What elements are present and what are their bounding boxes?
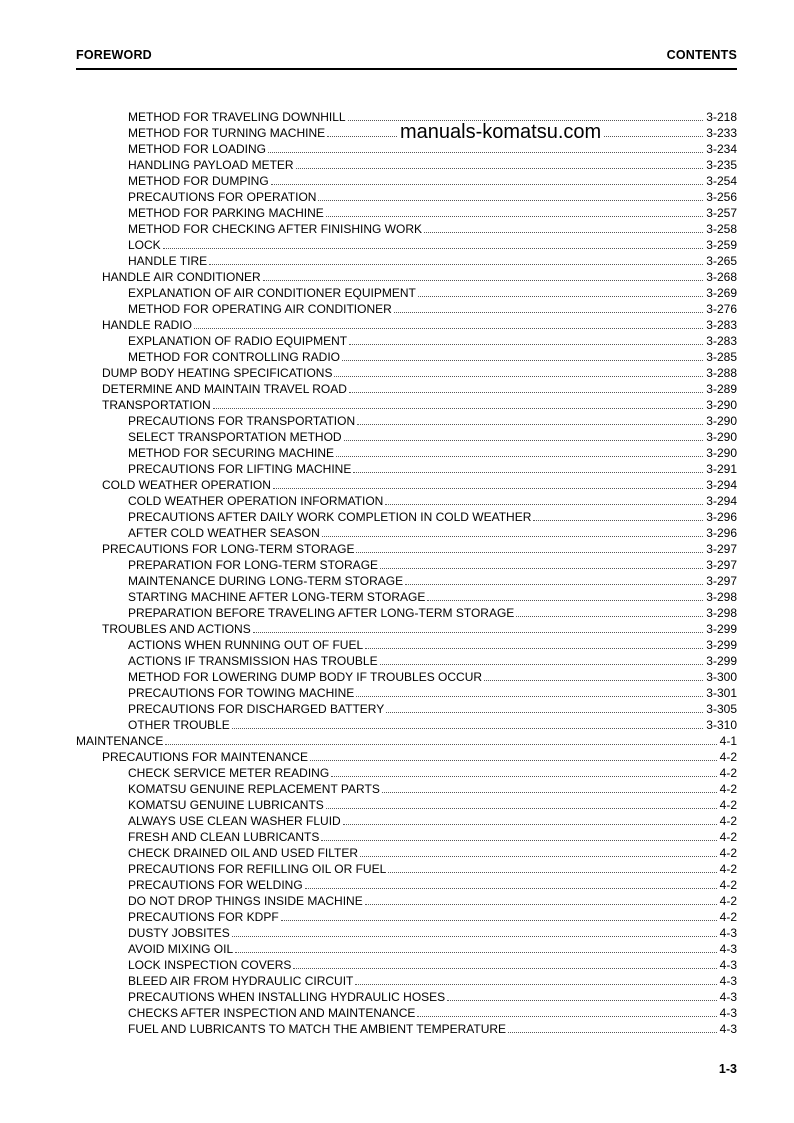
toc-entry-page: 3-299 xyxy=(706,654,737,668)
header-section-title: FOREWORD xyxy=(76,48,152,62)
toc-entry-page: 3-290 xyxy=(706,398,737,412)
dot-leader xyxy=(349,381,703,397)
toc-entry-page: 3-298 xyxy=(706,606,737,620)
page-number: 1-3 xyxy=(718,1062,737,1076)
toc-entry-title: PRECAUTIONS FOR REFILLING OIL OR FUEL xyxy=(128,862,387,876)
dot-leader xyxy=(447,989,716,1005)
toc-entry-page: 4-2 xyxy=(719,894,737,908)
toc-entry-title: PRECAUTIONS AFTER DAILY WORK COMPLETION IN COLD WEATHER xyxy=(128,510,532,524)
toc-entry-title: METHOD FOR OPERATING AIR CONDITIONER xyxy=(128,302,392,316)
toc-entry-page: 3-265 xyxy=(706,254,737,268)
toc-entry-page: 3-298 xyxy=(706,590,737,604)
dot-leader xyxy=(380,653,704,669)
toc-entry[interactable] xyxy=(76,861,737,877)
toc-entry[interactable] xyxy=(76,829,737,845)
toc-entry[interactable] xyxy=(76,413,737,429)
toc-entry-page: 4-3 xyxy=(719,990,737,1004)
toc-entry-title: CHECK SERVICE METER READING xyxy=(128,766,330,780)
toc-entry[interactable] xyxy=(76,877,737,893)
toc-entry-page: 3-299 xyxy=(706,638,737,652)
toc-entry-page: 3-291 xyxy=(706,462,737,476)
toc-entry[interactable] xyxy=(76,573,737,589)
toc-entry[interactable] xyxy=(76,893,737,909)
toc-entry-page: 3-259 xyxy=(706,238,737,252)
toc-entry-page: 3-285 xyxy=(706,350,737,364)
toc-entry-title: HANDLE TIRE xyxy=(128,254,208,268)
toc-entry-page: 4-3 xyxy=(719,1022,737,1036)
toc-entry-page: 3-258 xyxy=(706,222,737,236)
toc-entry[interactable] xyxy=(76,749,737,765)
dot-leader xyxy=(357,413,703,429)
toc-entry[interactable] xyxy=(76,285,737,301)
table-of-contents xyxy=(76,109,737,1037)
toc-entry-title: COLD WEATHER OPERATION INFORMATION xyxy=(128,494,384,508)
dot-leader xyxy=(194,317,703,333)
dot-leader xyxy=(355,973,716,989)
dot-leader xyxy=(293,957,716,973)
toc-entry-page: 3-257 xyxy=(706,206,737,220)
dot-leader xyxy=(326,205,704,221)
toc-entry-page: 3-297 xyxy=(706,558,737,572)
toc-entry-title: HANDLE AIR CONDITIONER xyxy=(102,270,261,284)
toc-entry-page: 3-289 xyxy=(706,382,737,396)
toc-entry-title: METHOD FOR CONTROLLING RADIO xyxy=(128,350,341,364)
toc-entry-title: TROUBLES AND ACTIONS xyxy=(102,622,251,636)
toc-entry[interactable] xyxy=(76,989,737,1005)
toc-entry-title: FRESH AND CLEAN LUBRICANTS xyxy=(128,830,320,844)
toc-entry[interactable] xyxy=(76,253,737,269)
toc-entry-page: 3-269 xyxy=(706,286,737,300)
toc-entry-title: ACTIONS WHEN RUNNING OUT OF FUEL xyxy=(128,638,364,652)
toc-entry-page: 4-2 xyxy=(719,878,737,892)
toc-entry-title: LOCK xyxy=(128,238,161,252)
toc-entry-title: COLD WEATHER OPERATION xyxy=(102,478,271,492)
dot-leader xyxy=(326,797,717,813)
toc-entry[interactable] xyxy=(76,845,737,861)
toc-entry[interactable] xyxy=(76,557,737,573)
toc-entry-title: KOMATSU GENUINE LUBRICANTS xyxy=(128,798,324,812)
dot-leader xyxy=(263,269,704,285)
toc-entry-title: OTHER TROUBLE xyxy=(128,718,230,732)
toc-entry-page: 3-297 xyxy=(706,574,737,588)
toc-entry[interactable] xyxy=(76,477,737,493)
toc-entry[interactable] xyxy=(76,957,737,973)
toc-entry[interactable] xyxy=(76,605,737,621)
toc-entry-page: 3-254 xyxy=(706,174,737,188)
toc-entry-page: 3-290 xyxy=(706,446,737,460)
header-contents-title: CONTENTS xyxy=(666,48,737,62)
toc-entry-title: CHECK DRAINED OIL AND USED FILTER xyxy=(128,846,359,860)
toc-entry-page: 4-2 xyxy=(719,862,737,876)
dot-leader xyxy=(336,445,703,461)
toc-entry[interactable] xyxy=(76,541,737,557)
toc-entry[interactable] xyxy=(76,941,737,957)
toc-entry-title: METHOD FOR CHECKING AFTER FINISHING WORK xyxy=(128,222,423,236)
toc-entry-title: METHOD FOR TURNING MACHINE xyxy=(128,126,326,140)
toc-entry-page: 4-2 xyxy=(719,782,737,796)
toc-entry-title: PRECAUTIONS FOR MAINTENANCE xyxy=(102,750,309,764)
dot-leader xyxy=(322,525,703,541)
toc-entry[interactable] xyxy=(76,221,737,237)
toc-entry[interactable] xyxy=(76,797,737,813)
toc-entry[interactable] xyxy=(76,813,737,829)
toc-entry-title: CHECKS AFTER INSPECTION AND MAINTENANCE xyxy=(128,1006,416,1020)
dot-leader xyxy=(334,365,703,381)
toc-entry[interactable] xyxy=(76,1021,737,1037)
toc-entry-title: PRECAUTIONS FOR LONG-TERM STORAGE xyxy=(102,542,355,556)
toc-entry-page: 3-310 xyxy=(706,718,737,732)
toc-entry-page: 3-256 xyxy=(706,190,737,204)
toc-entry[interactable] xyxy=(76,333,737,349)
dot-leader xyxy=(484,669,703,685)
toc-entry-title: EXPLANATION OF AIR CONDITIONER EQUIPMENT xyxy=(128,286,416,300)
toc-entry-page: 3-234 xyxy=(706,142,737,156)
toc-entry-title: METHOD FOR SECURING MACHINE xyxy=(128,446,335,460)
toc-entry-title: PRECAUTIONS FOR LIFTING MACHINE xyxy=(128,462,352,476)
toc-entry-title: MAINTENANCE xyxy=(76,734,164,748)
toc-entry-page: 3-299 xyxy=(706,622,737,636)
toc-entry-page: 3-283 xyxy=(706,334,737,348)
toc-entry-title: HANDLING PAYLOAD METER xyxy=(128,158,294,172)
toc-entry-title: METHOD FOR LOWERING DUMP BODY IF TROUBLES OCCUR xyxy=(128,670,483,684)
dot-leader xyxy=(342,349,703,365)
toc-entry-page: 4-1 xyxy=(719,734,737,748)
toc-entry[interactable] xyxy=(76,701,737,717)
toc-entry[interactable] xyxy=(76,349,737,365)
toc-entry-page: 3-218 xyxy=(706,110,737,124)
toc-entry[interactable] xyxy=(76,973,737,989)
dot-leader xyxy=(349,333,703,349)
toc-entry-title: EXPLANATION OF RADIO EQUIPMENT xyxy=(128,334,348,348)
toc-entry-page: 3-283 xyxy=(706,318,737,332)
dot-leader xyxy=(209,253,703,269)
dot-leader xyxy=(360,845,717,861)
toc-entry-title: DUSTY JOBSITES xyxy=(128,926,230,940)
toc-entry-title: PRECAUTIONS FOR TRANSPORTATION xyxy=(128,414,356,428)
toc-entry-title: BLEED AIR FROM HYDRAULIC CIRCUIT xyxy=(128,974,354,988)
toc-entry-title: ALWAYS USE CLEAN WASHER FLUID xyxy=(128,814,341,828)
watermark: manuals-komatsu.com xyxy=(400,121,602,143)
dot-leader xyxy=(232,717,704,733)
dot-leader xyxy=(380,557,703,573)
toc-entry[interactable] xyxy=(76,1005,737,1021)
dot-leader xyxy=(343,813,717,829)
dot-leader xyxy=(310,749,717,765)
toc-entry-title: MAINTENANCE DURING LONG-TERM STORAGE xyxy=(128,574,404,588)
toc-entry[interactable] xyxy=(76,237,737,253)
dot-leader xyxy=(388,861,716,877)
toc-entry[interactable] xyxy=(76,589,737,605)
toc-entry[interactable] xyxy=(76,429,737,445)
toc-entry[interactable] xyxy=(76,173,737,189)
toc-entry-page: 4-2 xyxy=(719,830,737,844)
toc-entry[interactable] xyxy=(76,317,737,333)
toc-entry-title: PREPARATION FOR LONG-TERM STORAGE xyxy=(128,558,379,572)
dot-leader xyxy=(365,637,703,653)
toc-entry[interactable] xyxy=(76,397,737,413)
toc-entry-title: METHOD FOR LOADING xyxy=(128,142,267,156)
toc-entry-title: PRECAUTIONS FOR DISCHARGED BATTERY xyxy=(128,702,385,716)
toc-entry-page: 3-288 xyxy=(706,366,737,380)
toc-entry-page: 4-3 xyxy=(719,974,737,988)
toc-entry-title: METHOD FOR PARKING MACHINE xyxy=(128,206,324,220)
toc-entry-page: 3-233 xyxy=(706,126,737,140)
toc-entry[interactable] xyxy=(76,461,737,477)
dot-leader xyxy=(508,1021,717,1037)
dot-leader xyxy=(271,173,704,189)
dot-leader xyxy=(273,477,703,493)
toc-entry-page: 3-296 xyxy=(706,526,737,540)
toc-entry[interactable] xyxy=(76,205,737,221)
toc-entry-title: PRECAUTIONS FOR KDPF xyxy=(128,910,279,924)
toc-entry-page: 4-2 xyxy=(719,814,737,828)
toc-entry-title: DETERMINE AND MAINTAIN TRAVEL ROAD xyxy=(102,382,347,396)
toc-entry-title: ACTIONS IF TRANSMISSION HAS TROUBLE xyxy=(128,654,378,668)
dot-leader xyxy=(386,701,703,717)
toc-entry[interactable] xyxy=(76,301,737,317)
toc-entry-title: PRECAUTIONS WHEN INSTALLING HYDRAULIC HOSES xyxy=(128,990,446,1004)
toc-entry-title: LOCK INSPECTION COVERS xyxy=(128,958,292,972)
dot-leader xyxy=(427,589,703,605)
toc-entry-page: 4-2 xyxy=(719,766,737,780)
toc-entry[interactable] xyxy=(76,765,737,781)
header-rule xyxy=(76,68,737,70)
toc-entry-page: 3-290 xyxy=(706,430,737,444)
toc-entry-title: METHOD FOR TRAVELING DOWNHILL xyxy=(128,110,346,124)
toc-entry[interactable] xyxy=(76,637,737,653)
toc-entry-title: PRECAUTIONS FOR OPERATION xyxy=(128,190,317,204)
toc-entry-page: 4-2 xyxy=(719,846,737,860)
toc-entry-page: 4-2 xyxy=(719,910,737,924)
dot-leader xyxy=(516,605,703,621)
toc-entry-title: HANDLE RADIO xyxy=(102,318,193,332)
toc-entry-title: AFTER COLD WEATHER SEASON xyxy=(128,526,320,540)
toc-entry-title: KOMATSU GENUINE REPLACEMENT PARTS xyxy=(128,782,380,796)
dot-leader xyxy=(163,237,704,253)
toc-entry[interactable] xyxy=(76,493,737,509)
toc-entry[interactable] xyxy=(76,525,737,541)
toc-entry[interactable] xyxy=(76,733,737,749)
toc-entry[interactable] xyxy=(76,509,737,525)
toc-entry-page: 3-300 xyxy=(706,670,737,684)
dot-leader xyxy=(382,781,717,797)
toc-entry-page: 4-3 xyxy=(719,942,737,956)
dot-leader xyxy=(331,765,717,781)
toc-entry-title: AVOID MIXING OIL xyxy=(128,942,234,956)
toc-entry-page: 3-301 xyxy=(706,686,737,700)
dot-leader xyxy=(365,893,717,909)
toc-entry[interactable] xyxy=(76,381,737,397)
toc-entry-page: 3-290 xyxy=(706,414,737,428)
toc-entry-page: 4-2 xyxy=(719,798,737,812)
toc-entry-page: 4-3 xyxy=(719,1006,737,1020)
dot-leader xyxy=(385,493,703,509)
dot-leader xyxy=(356,685,703,701)
dot-leader xyxy=(405,573,703,589)
dot-leader xyxy=(296,157,704,173)
toc-entry-page: 3-296 xyxy=(706,510,737,524)
dot-leader xyxy=(321,829,716,845)
dot-leader xyxy=(344,429,704,445)
toc-entry-page: 3-268 xyxy=(706,270,737,284)
dot-leader xyxy=(424,221,703,237)
toc-entry[interactable] xyxy=(76,269,737,285)
toc-entry-page: 3-235 xyxy=(706,158,737,172)
dot-leader xyxy=(533,509,703,525)
toc-entry-page: 3-305 xyxy=(706,702,737,716)
toc-entry[interactable] xyxy=(76,365,737,381)
toc-entry-page: 3-297 xyxy=(706,542,737,556)
toc-entry[interactable] xyxy=(76,925,737,941)
toc-entry[interactable] xyxy=(76,717,737,733)
dot-leader xyxy=(281,909,717,925)
toc-entry[interactable] xyxy=(76,669,737,685)
toc-entry[interactable] xyxy=(76,653,737,669)
toc-entry-page: 4-2 xyxy=(719,750,737,764)
toc-entry[interactable] xyxy=(76,781,737,797)
dot-leader xyxy=(305,877,717,893)
toc-entry[interactable] xyxy=(76,621,737,637)
toc-entry-page: 3-276 xyxy=(706,302,737,316)
dot-leader xyxy=(394,301,704,317)
toc-entry[interactable] xyxy=(76,909,737,925)
toc-entry-page: 4-3 xyxy=(719,926,737,940)
dot-leader xyxy=(417,1005,716,1021)
toc-entry-page: 3-294 xyxy=(706,494,737,508)
dot-leader xyxy=(235,941,717,957)
dot-leader xyxy=(356,541,703,557)
toc-entry-title: PRECAUTIONS FOR TOWING MACHINE xyxy=(128,686,355,700)
toc-entry-title: FUEL AND LUBRICANTS TO MATCH THE AMBIENT TEMPERATURE xyxy=(128,1022,507,1036)
toc-entry[interactable] xyxy=(76,685,737,701)
toc-entry[interactable] xyxy=(76,445,737,461)
toc-entry-title: SELECT TRANSPORTATION METHOD xyxy=(128,430,342,444)
toc-entry-page: 3-294 xyxy=(706,478,737,492)
toc-entry-title: PREPARATION BEFORE TRAVELING AFTER LONG-TERM STORAGE xyxy=(128,606,515,620)
toc-entry[interactable] xyxy=(76,189,737,205)
dot-leader xyxy=(253,621,704,637)
toc-entry-title: DUMP BODY HEATING SPECIFICATIONS xyxy=(102,366,333,380)
dot-leader xyxy=(318,189,703,205)
toc-entry-title: STARTING MACHINE AFTER LONG-TERM STORAGE xyxy=(128,590,426,604)
toc-entry-title: TRANSPORTATION xyxy=(102,398,211,412)
toc-entry[interactable] xyxy=(76,157,737,173)
dot-leader xyxy=(353,461,703,477)
dot-leader xyxy=(213,397,704,413)
dot-leader xyxy=(232,925,717,941)
dot-leader xyxy=(418,285,703,301)
toc-entry-title: PRECAUTIONS FOR WELDING xyxy=(128,878,303,892)
toc-entry-page: 4-3 xyxy=(719,958,737,972)
toc-entry-title: DO NOT DROP THINGS INSIDE MACHINE xyxy=(128,894,363,908)
toc-entry-title: METHOD FOR DUMPING xyxy=(128,174,269,188)
dot-leader xyxy=(165,733,716,749)
